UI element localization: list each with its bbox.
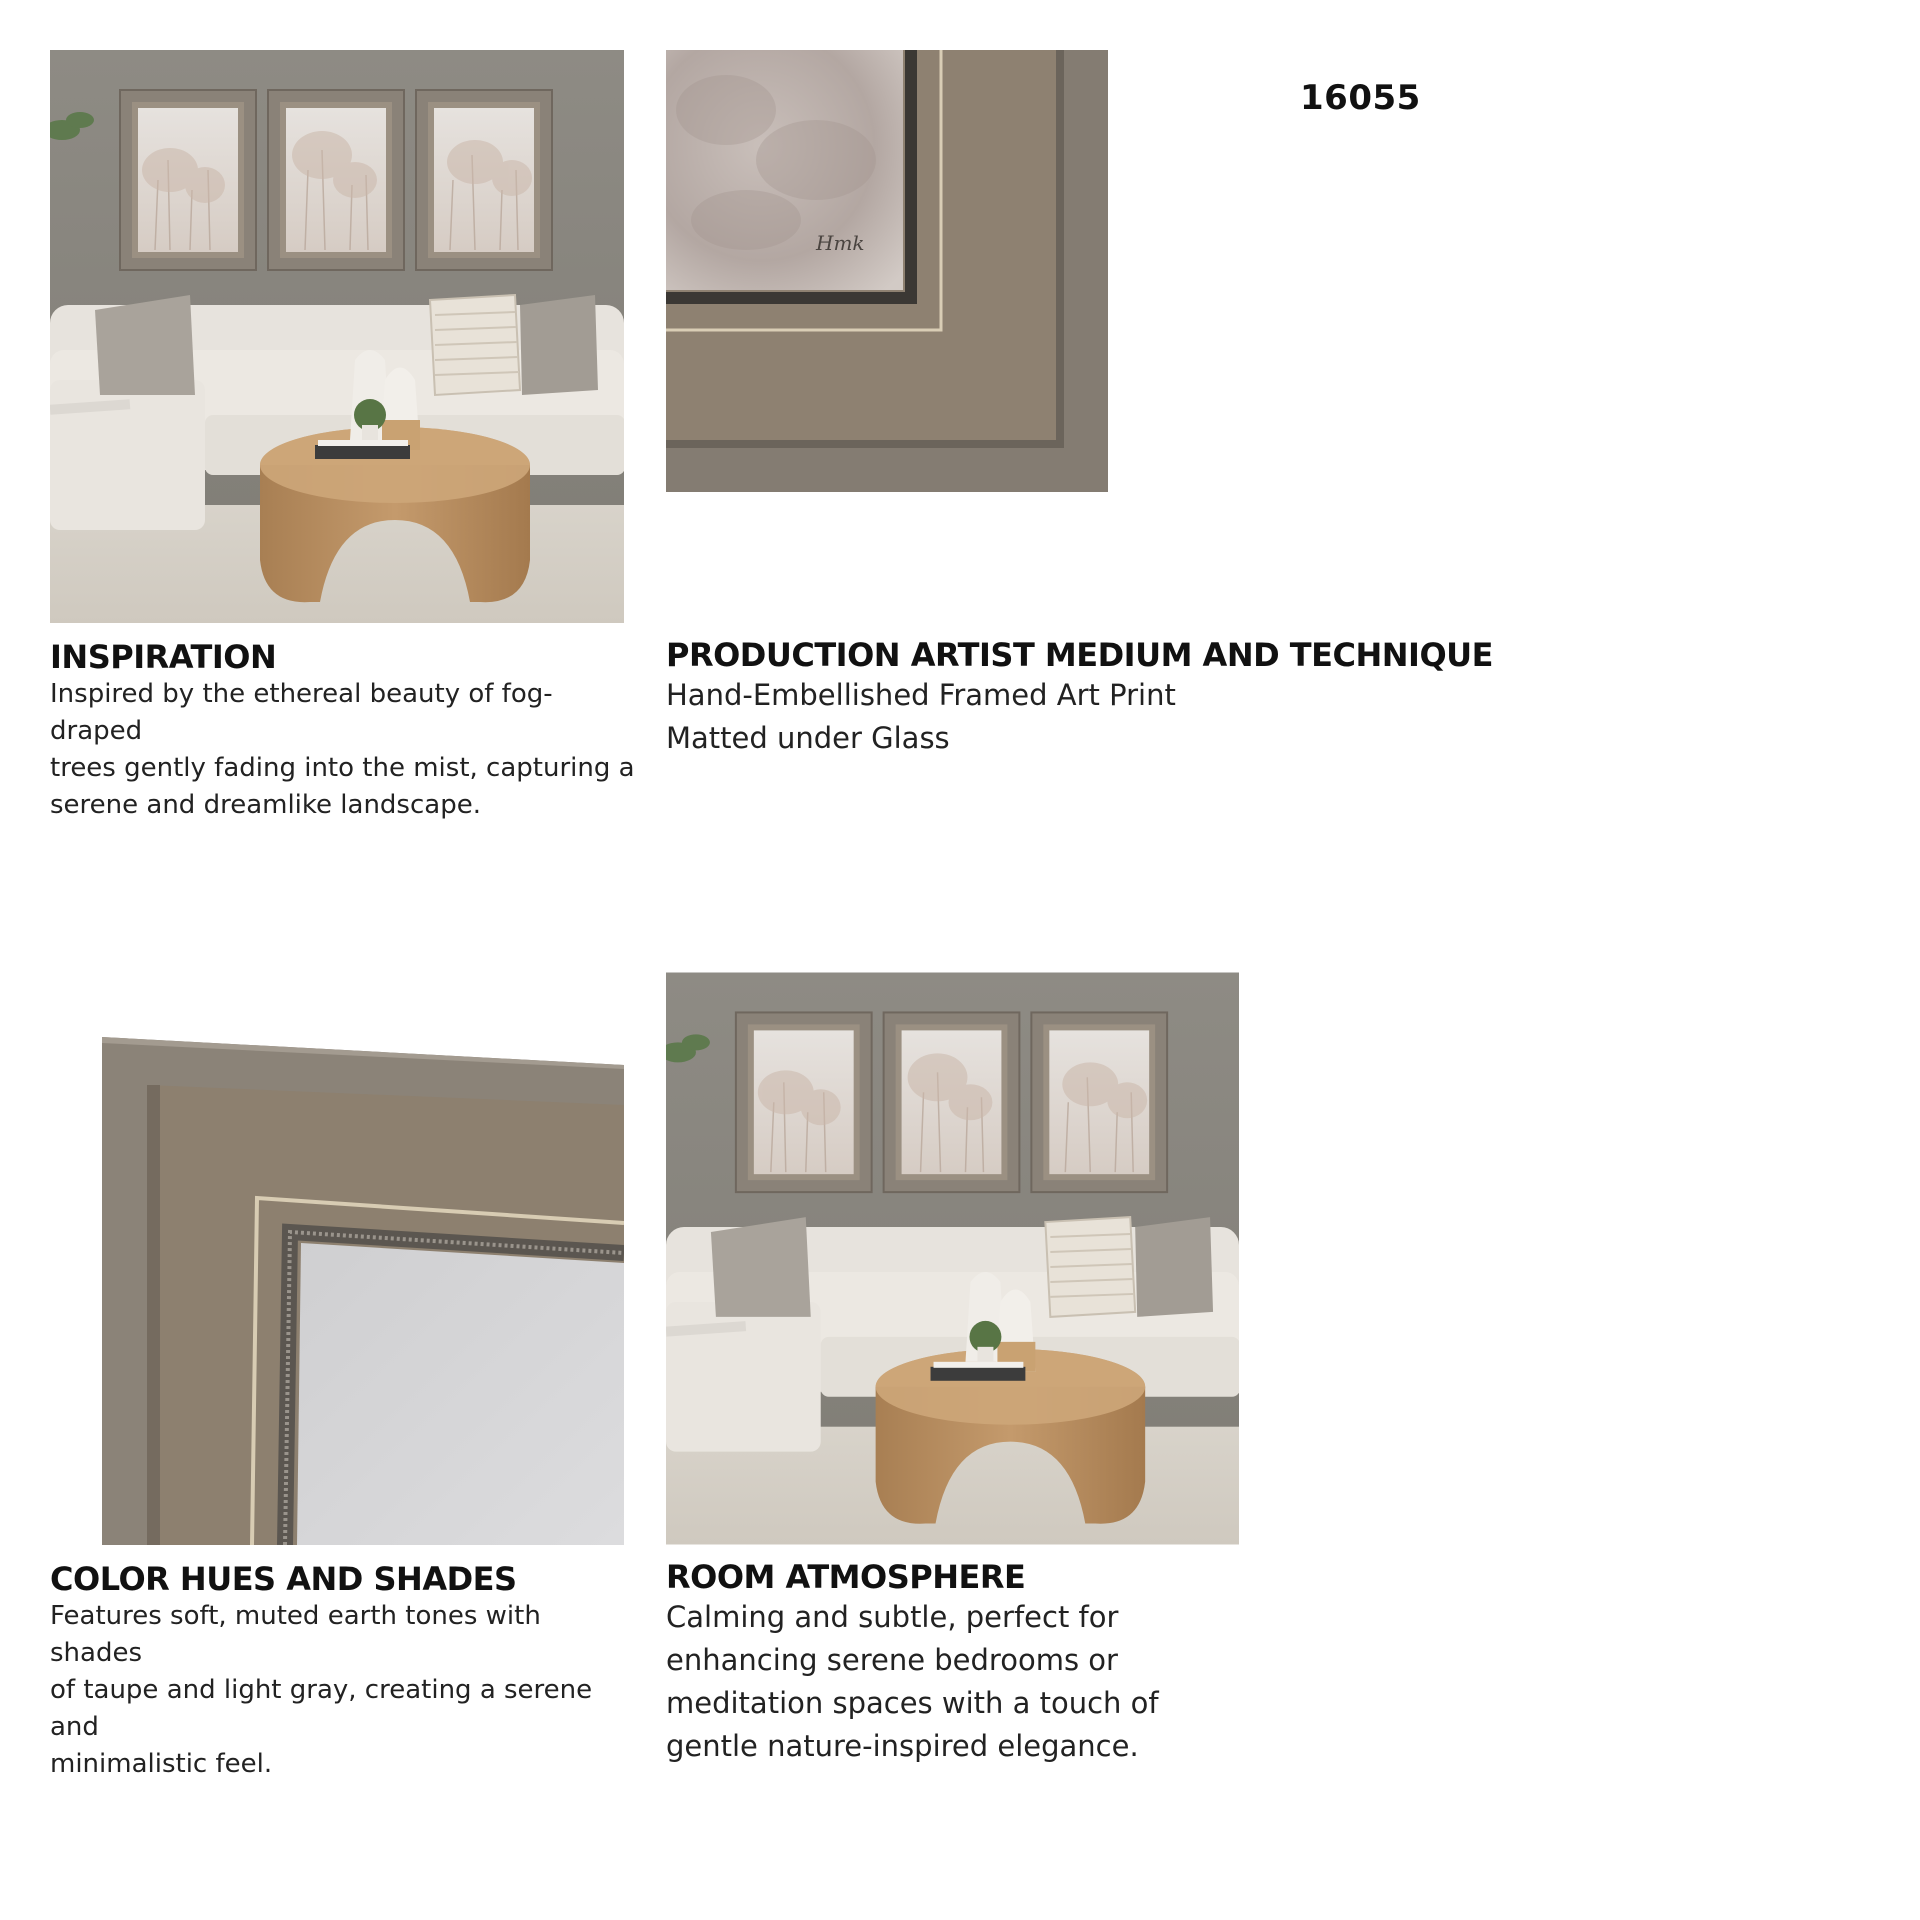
inspiration-title: INSPIRATION	[50, 638, 277, 676]
inspiration-line: trees gently fading into the mist, capturing a	[50, 753, 635, 783]
color-line: of taupe and light gray, creating a serene and	[50, 1675, 593, 1742]
room-body	[666, 1596, 1286, 1768]
inspiration-section	[50, 638, 640, 824]
room-scene-image-top	[50, 50, 624, 623]
production-section	[666, 636, 1566, 760]
production-line: Hand-Embellished Framed Art Print	[666, 678, 1176, 712]
product-code: 16055	[1300, 78, 1421, 118]
color-body	[50, 1598, 640, 1783]
color-line: Features soft, muted earth tones with shades	[50, 1601, 541, 1668]
room-line: Calming and subtle, perfect for	[666, 1600, 1119, 1634]
production-title: PRODUCTION ARTIST MEDIUM AND TECHNIQUE	[666, 636, 1493, 674]
production-line: Matted under Glass	[666, 721, 950, 755]
frame-corner-detail-image	[666, 50, 1108, 492]
inspiration-line: serene and dreamlike landscape.	[50, 790, 481, 820]
inspiration-body	[50, 676, 640, 824]
room-scene-image-bottom	[666, 972, 1239, 1545]
room-line: gentle nature-inspired elegance.	[666, 1729, 1139, 1763]
color-section	[50, 1560, 640, 1783]
frame-color-closeup-image	[102, 1025, 624, 1545]
color-line: minimalistic feel.	[50, 1749, 273, 1779]
room-line: enhancing serene bedrooms or	[666, 1643, 1118, 1677]
production-body	[666, 674, 1566, 760]
inspiration-line: Inspired by the ethereal beauty of fog-draped	[50, 679, 553, 746]
room-title: ROOM ATMOSPHERE	[666, 1558, 1026, 1596]
signature-text: Hmk	[816, 231, 865, 255]
room-section	[666, 1558, 1286, 1768]
color-title: COLOR HUES AND SHADES	[50, 1560, 517, 1598]
room-line: meditation spaces with a touch of	[666, 1686, 1159, 1720]
